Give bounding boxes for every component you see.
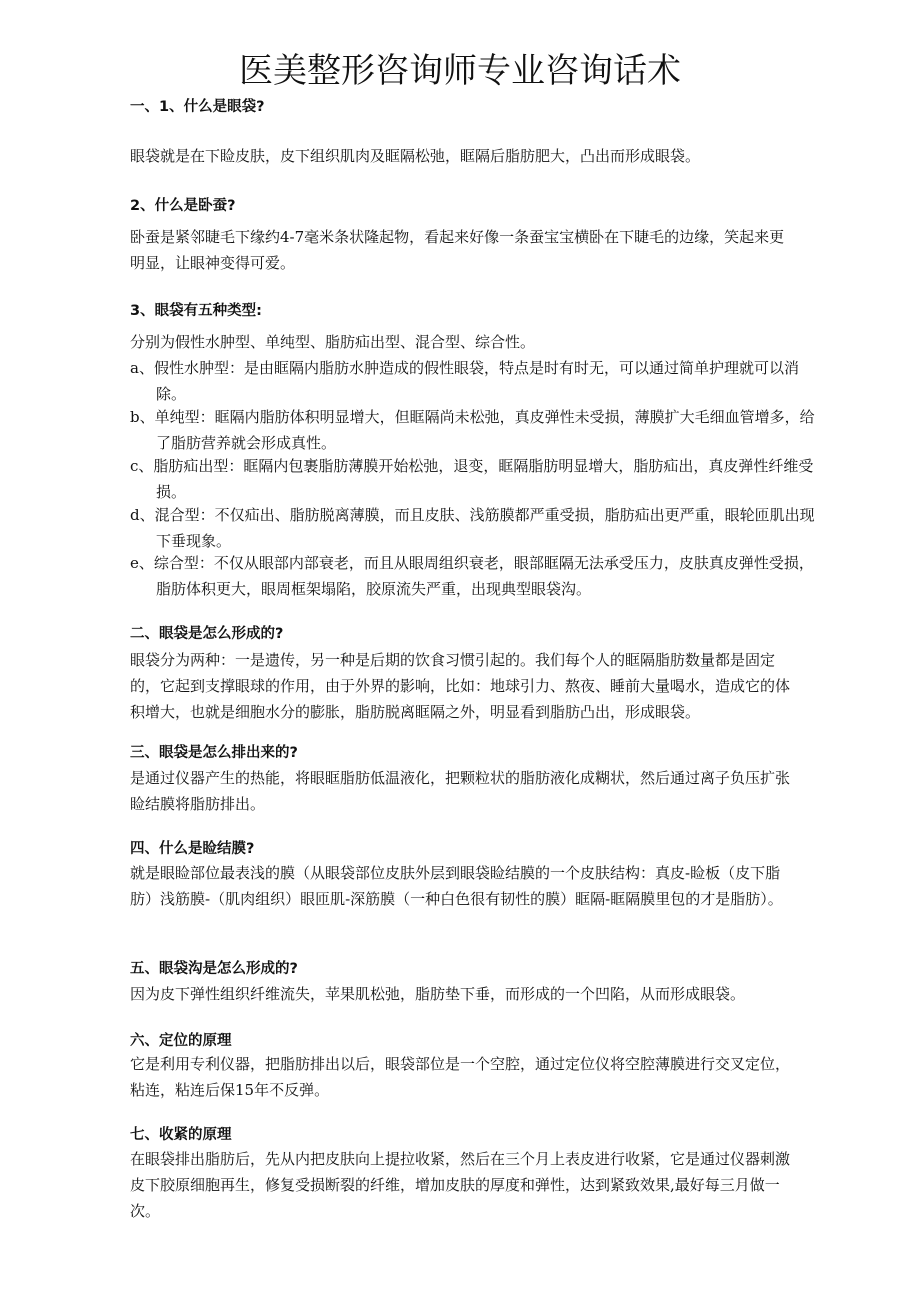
section-heading-what-is-conjunctiva: 四、什么是睑结膜? <box>130 841 255 857</box>
section-body-tightening-principle: 在眼袋排出脂肪后，先从内把皮肤向上提拉收紧，然后在三个月上表皮进行收紧，它是通过仪器刺激皮下胶原细胞再生，修复受损断裂的纤维，增加皮肤的厚度和弹性，达到紧致效果,最好每三月做一次。 <box>130 1150 791 1220</box>
eye-bag-type-item-b: b、单纯型：眶隔内脂肪体积明显增大，但眶隔尚未松弛，真皮弹性未受损，薄膜扩大毛细血管增多，给了脂肪营养就会形成真性。 <box>130 408 815 452</box>
eye-bag-type-item-d: d、混合型：不仅疝出、脂肪脱离薄膜，而且皮肤、浅筋膜都严重受损，脂肪疝出更严重，眼轮匝肌出现下垂现象。 <box>130 506 815 550</box>
section-heading-tightening-principle: 七、收紧的原理 <box>130 1127 232 1143</box>
eye-bag-type-item-e: e、综合型：不仅从眼部内部衰老，而且从眼周组织衰老，眼部眶隔无法承受压力，皮肤真皮弹性受损，脂肪体积更大，眼周框架塌陷，胶原流失严重，出现典型眼袋沟。 <box>130 554 814 598</box>
section-body-what-is-wocan: 卧蚕是紧邻睫毛下缘约4-7毫米条状隆起物，看起来好像一条蚕宝宝横卧在下睫毛的边缘，笑起来更明显，让眼神变得可爱。 <box>130 228 785 272</box>
section-heading-what-is-wocan: 2、什么是卧蚕? <box>130 198 236 214</box>
eye-bag-types-intro: 分别为假性水肿型、单纯型、脂肪疝出型、混合型、综合性。 <box>130 333 536 351</box>
eye-bag-type-item-c: c、脂肪疝出型：眶隔内包裹脂肪薄膜开始松弛，退变，眶隔脂肪明显增大，脂肪疝出，真皮弹性纤维受损。 <box>130 457 814 501</box>
section-body-how-eye-bag-removed: 是通过仪器产生的热能，将眼眶脂肪低温液化，把颗粒状的脂肪液化成糊状，然后通过离子负压扩张睑结膜将脂肪排出。 <box>130 769 791 813</box>
section-body-what-is-eye-bag: 眼袋就是在下睑皮肤，皮下组织肌肉及眶隔松弛，眶隔后脂肪肥大，凸出而形成眼袋。 <box>130 147 701 165</box>
section-body-what-is-conjunctiva: 就是眼睑部位最表浅的膜（从眼袋部位皮肤外层到眼袋睑结膜的一个皮肤结构：真皮-睑板（皮下脂肪）浅筋膜-（肌肉组织）眼匝肌-深筋膜（一种白色很有韧性的膜）眶隔-眶隔膜里包的才是脂肪）。 <box>130 864 783 908</box>
section-heading-how-eye-bag-forms: 二、眼袋是怎么形成的? <box>130 626 284 642</box>
page-title: 医美整形咨询师专业咨询话术 <box>239 51 681 91</box>
section-heading-what-is-eye-bag: 一、1、什么是眼袋? <box>130 99 265 115</box>
section-body-how-eye-bag-forms: 眼袋分为两种：一是遗传，另一种是后期的饮食习惯引起的。我们每个人的眶隔脂肪数量都是固定的，它起到支撑眼球的作用，由于外界的影响，比如：地球引力、熬夜、睡前大量喝水，造成它的体积增大，也就是细胞水分的膨胀，脂肪脱离眶隔之外，明显看到脂肪凸出，形成眼袋。 <box>130 651 791 721</box>
eye-bag-type-item-a: a、假性水肿型：是由眶隔内脂肪水肿造成的假性眼袋，特点是时有时无，可以通过简单护理就可以消除。 <box>130 359 799 403</box>
section-heading-tear-trough: 五、眼袋沟是怎么形成的? <box>130 961 298 977</box>
section-heading-positioning-principle: 六、定位的原理 <box>130 1033 232 1049</box>
section-body-tear-trough: 因为皮下弹性组织纤维流失，苹果肌松弛，脂肪垫下垂，而形成的一个凹陷，从而形成眼袋。 <box>130 985 746 1003</box>
section-heading-eye-bag-types: 3、眼袋有五种类型: <box>130 303 262 319</box>
section-body-positioning-principle: 它是利用专利仪器，把脂肪排出以后，眼袋部位是一个空腔，通过定位仪将空腔薄膜进行交叉定位，粘连，粘连后保15年不反弹。 <box>130 1055 791 1099</box>
section-heading-how-eye-bag-removed: 三、眼袋是怎么排出来的? <box>130 745 298 761</box>
